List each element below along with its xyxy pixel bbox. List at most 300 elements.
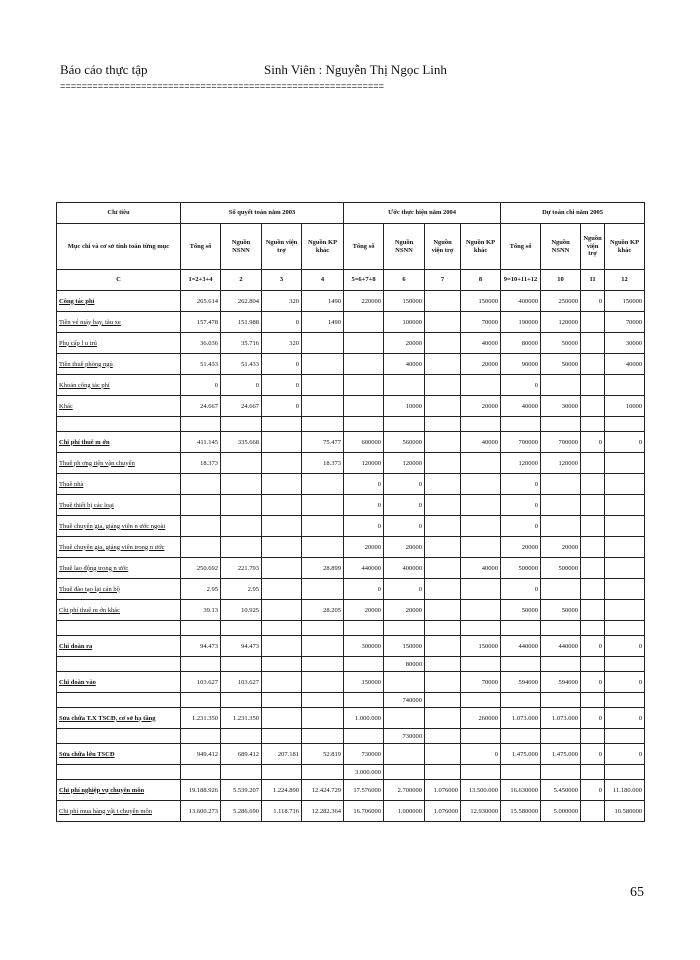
table-cell: 689.412: [221, 744, 262, 765]
table-cell: 30000: [605, 333, 645, 354]
table-cell: 24.667: [221, 396, 262, 417]
table-cell: 40000: [501, 396, 541, 417]
table-cell: 500000: [541, 558, 581, 579]
table-row: [57, 765, 645, 780]
table-cell: 20000: [384, 537, 425, 558]
table-cell: 52.819: [302, 744, 344, 765]
col-code: 9=10+11+12: [501, 270, 541, 291]
table-cell: 20000: [501, 537, 541, 558]
table-cell: 1.000.000: [344, 708, 384, 729]
table-cell: [262, 579, 302, 600]
table-cell: [302, 354, 344, 375]
table-cell: 40000: [461, 432, 501, 453]
table-cell: 0: [344, 474, 384, 495]
page-number: 65: [630, 885, 644, 900]
table-cell: 440000: [541, 636, 581, 657]
row-label: Thuê ph ơng tiện vận chuyển: [57, 453, 181, 474]
table-cell: 28.899: [302, 558, 344, 579]
table-cell: [262, 621, 302, 636]
table-cell: 594000: [541, 672, 581, 693]
table-cell: [302, 621, 344, 636]
table-cell: [581, 600, 605, 621]
row-label: Thuê lao động trong n ước: [57, 558, 181, 579]
table-cell: 0: [501, 375, 541, 396]
table-cell: [425, 693, 461, 708]
table-cell: [425, 672, 461, 693]
table-cell: 1490: [302, 312, 344, 333]
table-cell: [262, 495, 302, 516]
table-row: [57, 432, 645, 453]
table-cell: 35.716: [221, 333, 262, 354]
table-cell: 13.600.273: [181, 801, 221, 822]
table-cell: 500000: [501, 558, 541, 579]
table-cell: 19.188.926: [181, 780, 221, 801]
table-cell: [461, 516, 501, 537]
table-row: [57, 453, 645, 474]
table-cell: [425, 417, 461, 432]
table-cell: [221, 729, 262, 744]
table-cell: 560000: [384, 432, 425, 453]
table-cell: [581, 333, 605, 354]
table-cell: 0: [501, 579, 541, 600]
table-cell: [262, 636, 302, 657]
table-cell: 150000: [384, 636, 425, 657]
table-cell: [181, 729, 221, 744]
table-cell: [605, 600, 645, 621]
row-label: Chi phí nghiệp vụ chuyên môn: [57, 780, 181, 801]
table-cell: [461, 474, 501, 495]
table-cell: 12.424.729: [302, 780, 344, 801]
row-label: Chi phí thuê m ớn: [57, 432, 181, 453]
table-cell: [302, 495, 344, 516]
table-cell: [344, 375, 384, 396]
table-cell: [605, 657, 645, 672]
table-row: [57, 291, 645, 312]
col-code: C: [57, 270, 181, 291]
table-cell: 1.076000: [425, 801, 461, 822]
table-cell: 120000: [541, 453, 581, 474]
table-cell: [425, 495, 461, 516]
table-cell: 260000: [461, 708, 501, 729]
tong-so-header: Tổng số: [344, 224, 384, 270]
nsnn-header: Nguồn NSNN: [384, 224, 425, 270]
table-cell: [302, 765, 344, 780]
table-cell: 12.282.364: [302, 801, 344, 822]
table-cell: 80000: [384, 657, 425, 672]
table-cell: 0: [605, 744, 645, 765]
table-cell: [262, 600, 302, 621]
table-cell: 36.036: [181, 333, 221, 354]
table-cell: 70000: [605, 312, 645, 333]
row-label: Chi đoàn vào: [57, 672, 181, 693]
header-row-2: [57, 224, 645, 270]
table-cell: [425, 396, 461, 417]
table-cell: [344, 693, 384, 708]
table-cell: 120000: [344, 453, 384, 474]
table-cell: 94.473: [181, 636, 221, 657]
table-cell: 0: [384, 579, 425, 600]
table-row: [57, 396, 645, 417]
table-cell: 10.580000: [605, 801, 645, 822]
table-cell: [262, 765, 302, 780]
table-cell: 1.073.000: [501, 708, 541, 729]
table-cell: [581, 417, 605, 432]
table-cell: [384, 672, 425, 693]
table-cell: 20000: [461, 354, 501, 375]
table-cell: 400000: [501, 291, 541, 312]
table-cell: [302, 708, 344, 729]
table-cell: 18.373: [181, 453, 221, 474]
table-cell: [461, 600, 501, 621]
table-cell: 1.118.716: [262, 801, 302, 822]
table-cell: [344, 417, 384, 432]
table-cell: [461, 375, 501, 396]
table-cell: [425, 291, 461, 312]
table-cell: 1.076000: [425, 780, 461, 801]
table-cell: [581, 621, 605, 636]
table-cell: [262, 708, 302, 729]
table-cell: [302, 417, 344, 432]
table-cell: [541, 495, 581, 516]
table-cell: [581, 657, 605, 672]
table-cell: [384, 744, 425, 765]
table-cell: [181, 474, 221, 495]
table-row: [57, 417, 645, 432]
table-cell: 5.000000: [541, 801, 581, 822]
table-cell: 3.000.000: [344, 765, 384, 780]
table-cell: 1.475.000: [541, 744, 581, 765]
table-cell: [425, 579, 461, 600]
table-row: [57, 474, 645, 495]
table-cell: [384, 621, 425, 636]
table-cell: [581, 579, 605, 600]
table-cell: [344, 729, 384, 744]
table-cell: [302, 657, 344, 672]
table-cell: [302, 672, 344, 693]
col-code: 6: [384, 270, 425, 291]
table-cell: [181, 417, 221, 432]
table-cell: [581, 558, 605, 579]
col-code: 5=6+7+8: [344, 270, 384, 291]
table-cell: [344, 621, 384, 636]
table-cell: [581, 495, 605, 516]
table-row: [57, 780, 645, 801]
table-cell: 120000: [541, 312, 581, 333]
table-cell: [605, 474, 645, 495]
table-cell: 20000: [384, 600, 425, 621]
table-cell: 0: [344, 495, 384, 516]
table-cell: [461, 453, 501, 474]
table-cell: [541, 657, 581, 672]
table-cell: 400000: [384, 558, 425, 579]
table-cell: 50000: [541, 600, 581, 621]
table-cell: 28.205: [302, 600, 344, 621]
table-cell: 1.231.350: [181, 708, 221, 729]
table-cell: [581, 312, 605, 333]
table-row: [57, 636, 645, 657]
table-cell: 0: [581, 672, 605, 693]
table-cell: [221, 516, 262, 537]
table-cell: [302, 474, 344, 495]
table-cell: 0: [384, 474, 425, 495]
table-cell: [425, 708, 461, 729]
table-cell: [302, 636, 344, 657]
table-row: [57, 579, 645, 600]
table-cell: [541, 516, 581, 537]
table-cell: 949.412: [181, 744, 221, 765]
table-cell: 15.580000: [501, 801, 541, 822]
tong-so-header: Tổng số: [181, 224, 221, 270]
table-cell: 16.630000: [501, 780, 541, 801]
row-label: Thuê chuyên gia, giảng viên n ước ngoài: [57, 516, 181, 537]
table-cell: [262, 729, 302, 744]
table-cell: 262.804: [221, 291, 262, 312]
vien-tro-header: Nguồn viện trợ: [581, 224, 605, 270]
table-cell: [605, 537, 645, 558]
table-cell: 157.478: [181, 312, 221, 333]
table-cell: [302, 537, 344, 558]
table-cell: 94.473: [221, 636, 262, 657]
group-2004-header: Ước thực hiện năm 2004: [344, 203, 501, 224]
table-cell: [384, 708, 425, 729]
row-label: Công tác phí: [57, 291, 181, 312]
student-name: Sinh Viên : Nguyễn Thị Ngọc Linh: [264, 62, 447, 77]
table-cell: [581, 537, 605, 558]
table-cell: 0: [262, 312, 302, 333]
table-cell: [262, 417, 302, 432]
table-cell: 17.576000: [344, 780, 384, 801]
col-code: 10: [541, 270, 581, 291]
table-cell: [425, 354, 461, 375]
table-cell: 320: [262, 291, 302, 312]
table-row: [57, 495, 645, 516]
table-cell: 0: [262, 375, 302, 396]
table-cell: [425, 657, 461, 672]
table-cell: 20000: [541, 537, 581, 558]
table-cell: 207.181: [262, 744, 302, 765]
row-label: Khác: [57, 396, 181, 417]
kp-khac-header: Nguồn KP khác: [605, 224, 645, 270]
table-cell: [605, 621, 645, 636]
table-cell: [262, 672, 302, 693]
table-cell: [221, 453, 262, 474]
table-cell: [302, 729, 344, 744]
table-row: [57, 375, 645, 396]
budget-table: [56, 202, 645, 822]
table-cell: 700000: [501, 432, 541, 453]
table-cell: [425, 432, 461, 453]
table-cell: 0: [384, 495, 425, 516]
table-cell: 50000: [541, 354, 581, 375]
table-cell: [425, 765, 461, 780]
table-cell: 20000: [344, 600, 384, 621]
chi-tieu-header: Chỉ tiêu: [57, 203, 181, 224]
table-cell: 50000: [541, 333, 581, 354]
table-cell: 600000: [344, 432, 384, 453]
header-row-1: [57, 203, 645, 224]
table-cell: [344, 396, 384, 417]
row-label: [57, 693, 181, 708]
nsnn-header: Nguồn NSNN: [541, 224, 581, 270]
table-cell: [384, 375, 425, 396]
table-cell: [302, 516, 344, 537]
table-cell: [221, 621, 262, 636]
table-cell: [262, 537, 302, 558]
table-row: [57, 657, 645, 672]
table-cell: 2.700000: [384, 780, 425, 801]
table-cell: 220000: [344, 291, 384, 312]
table-cell: 0: [581, 291, 605, 312]
table-cell: 320: [262, 333, 302, 354]
table-cell: 150000: [344, 672, 384, 693]
table-cell: 20000: [384, 333, 425, 354]
row-label: Thuê thiết bị các loại: [57, 495, 181, 516]
table-cell: [605, 516, 645, 537]
table-cell: 13.500.000: [461, 780, 501, 801]
report-title: Báo cáo thực tập: [60, 62, 148, 77]
table-cell: [461, 657, 501, 672]
table-cell: 250000: [541, 291, 581, 312]
table-cell: 0: [501, 516, 541, 537]
table-cell: [344, 354, 384, 375]
table-cell: 0: [581, 636, 605, 657]
table-cell: 24.667: [181, 396, 221, 417]
table-cell: [461, 693, 501, 708]
col-code: 4: [302, 270, 344, 291]
table-cell: 12.930000: [461, 801, 501, 822]
row-label: Sửa chữa T.X TSCĐ, cơ sở hạ tầng: [57, 708, 181, 729]
table-cell: [181, 765, 221, 780]
table-cell: [302, 693, 344, 708]
table-cell: [461, 495, 501, 516]
table-cell: 440000: [501, 636, 541, 657]
table-cell: 120000: [501, 453, 541, 474]
row-label: Chi đoàn ra: [57, 636, 181, 657]
table-cell: [425, 729, 461, 744]
table-cell: [425, 744, 461, 765]
table-row: [57, 516, 645, 537]
group-2003-header: Số quyết toán năm 2003: [181, 203, 344, 224]
table-body: [57, 291, 645, 822]
table-cell: [605, 375, 645, 396]
table-cell: [501, 621, 541, 636]
table-cell: [262, 432, 302, 453]
table-cell: 10.925: [221, 600, 262, 621]
table-cell: [344, 657, 384, 672]
table-cell: 0: [344, 579, 384, 600]
table-cell: [605, 495, 645, 516]
table-cell: [541, 417, 581, 432]
table-cell: 0: [605, 708, 645, 729]
table-row: [57, 693, 645, 708]
col-code: 7: [425, 270, 461, 291]
row-label: Tiền thuê phòng ngủ: [57, 354, 181, 375]
table-cell: [581, 474, 605, 495]
row-label: Thuê chuyên gia, giảng viên trong n ước: [57, 537, 181, 558]
col-code: 8: [461, 270, 501, 291]
table-cell: 594000: [501, 672, 541, 693]
vien-tro-header: Nguồn viện trợ: [262, 224, 302, 270]
table-row: [57, 621, 645, 636]
table-cell: 0: [605, 432, 645, 453]
row-label: Chi phí thuê m ớn khác: [57, 600, 181, 621]
table-cell: [605, 558, 645, 579]
vien-tro-header: Nguồn viện trợ: [425, 224, 461, 270]
table-cell: 1.000000: [384, 801, 425, 822]
table-cell: 151.988: [221, 312, 262, 333]
nsnn-header: Nguồn NSNN: [221, 224, 262, 270]
table-cell: [581, 729, 605, 744]
table-cell: 10000: [605, 396, 645, 417]
table-cell: 0: [384, 516, 425, 537]
table-cell: [541, 621, 581, 636]
table-cell: 0: [344, 516, 384, 537]
col-code: 2: [221, 270, 262, 291]
table-cell: 440000: [344, 558, 384, 579]
table-cell: 0: [581, 780, 605, 801]
table-cell: [581, 801, 605, 822]
table-cell: [384, 417, 425, 432]
table-cell: 0: [262, 396, 302, 417]
table-cell: 39.13: [181, 600, 221, 621]
table-cell: 40000: [461, 333, 501, 354]
table-cell: 730000: [344, 744, 384, 765]
table-row: [57, 558, 645, 579]
table-cell: [605, 453, 645, 474]
table-cell: 51.433: [181, 354, 221, 375]
table-cell: 0: [501, 474, 541, 495]
table-cell: 0: [181, 375, 221, 396]
col-code: 11: [581, 270, 605, 291]
table-cell: 11.180.000: [605, 780, 645, 801]
table-cell: 70000: [461, 312, 501, 333]
table-cell: [262, 474, 302, 495]
table-cell: 700000: [541, 432, 581, 453]
table-row: [57, 333, 645, 354]
table-cell: [425, 333, 461, 354]
table-cell: [425, 558, 461, 579]
table-cell: 120000: [384, 453, 425, 474]
table-cell: 335.668: [221, 432, 262, 453]
table-cell: [302, 333, 344, 354]
col-code: 3: [262, 270, 302, 291]
table-cell: 40000: [461, 558, 501, 579]
table-cell: [425, 636, 461, 657]
row-label: [57, 657, 181, 672]
table-cell: 190000: [501, 312, 541, 333]
table-row: [57, 672, 645, 693]
table-cell: [425, 474, 461, 495]
table-cell: 80000: [501, 333, 541, 354]
table-cell: 5.286.690: [221, 801, 262, 822]
table-cell: [262, 657, 302, 672]
table-cell: [581, 765, 605, 780]
table-row: [57, 537, 645, 558]
table-cell: 2.95: [181, 579, 221, 600]
table-cell: 1490: [302, 291, 344, 312]
table-cell: [384, 765, 425, 780]
table-cell: [425, 600, 461, 621]
tong-so-header: Tổng số: [501, 224, 541, 270]
table-cell: [262, 558, 302, 579]
table-cell: [581, 453, 605, 474]
table-cell: [344, 333, 384, 354]
table-cell: 730000: [384, 729, 425, 744]
table-cell: 300000: [344, 636, 384, 657]
row-label: Tiền vé máy bay, tàu xe: [57, 312, 181, 333]
table-cell: 1.475.000: [501, 744, 541, 765]
table-row: [57, 354, 645, 375]
